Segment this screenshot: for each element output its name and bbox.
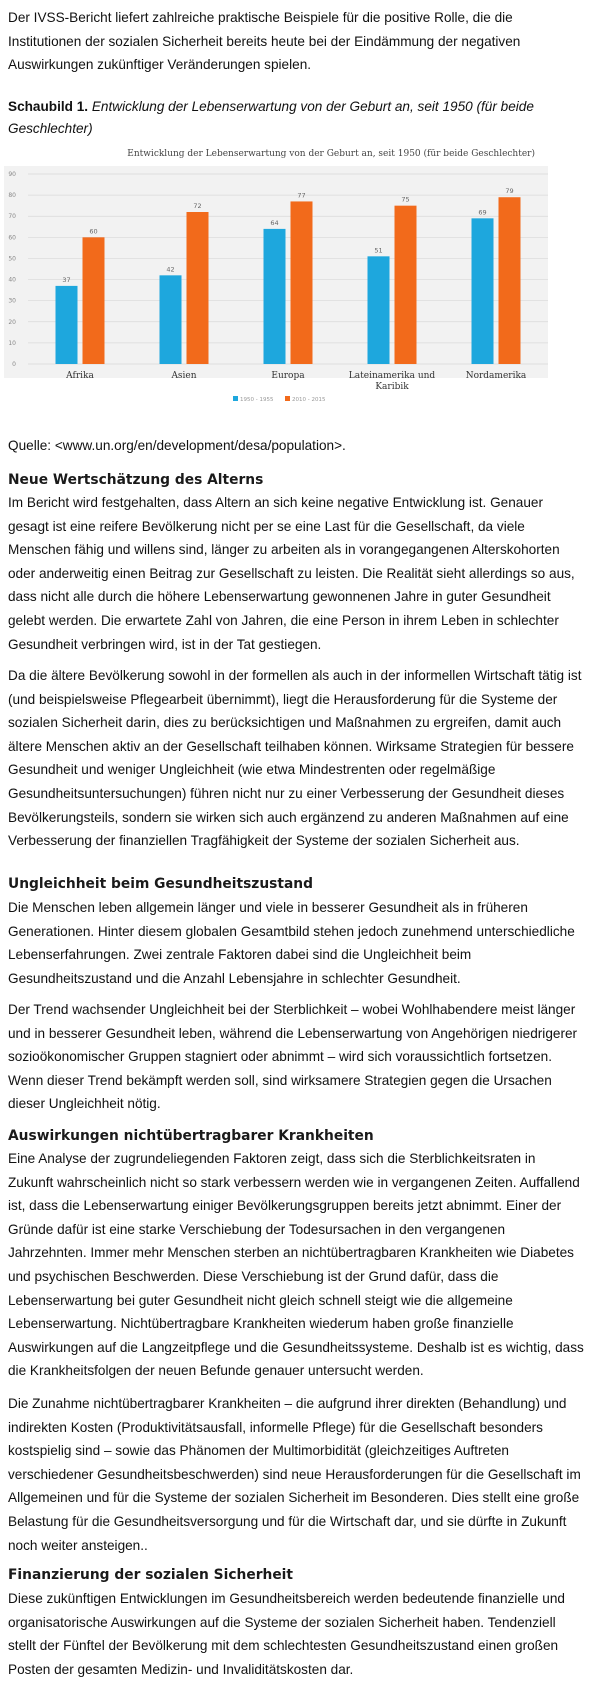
data-label: 72 bbox=[193, 202, 202, 210]
section-heading-financing: Finanzierung der sozialen Sicherheit bbox=[8, 1567, 293, 1583]
figure-caption-text: Entwicklung der Lebenserwartung von der Geburt an, seit 1950 (für beide Geschlechter) bbox=[8, 99, 534, 136]
x-tick-label: Europa bbox=[271, 371, 305, 381]
paragraph-diseases-1: Eine Analyse der zugrundeliegenden Faktoren zeigt, dass sich die Sterblichkeitsraten in Zukunft wahrscheinlich nicht so stark verbessern werden wie in vergangenen Zeiten. Auffallend ist, dass die Lebenserwartung einiger Bevölkerungsgruppen bereits jetzt abnimmt. Einer der Gründe dafür ist eine starke Verschiebung der Todesursachen in den vergangenen Jahrzehnten. Immer mehr Menschen sterben an nichtübertragbaren Krankheiten wie Diabetes und psychischen Beschwerden. Diese Verschiebung ist der Grund dafür, dass die Lebenserwartung bei guter Gesundheit nicht gleich schnell steigt wie die allgemeine Lebenserwartung. Nichtübertragbare Krankheiten wiederum haben große finanzielle Auswirkungen auf die Langzeitpflege und die Gesundheitssysteme. Deshalb ist es wichtig, dass die Krankheitsfolgen der neuen Befunde genauer untersucht werden. bbox=[8, 1151, 584, 1379]
figure-label: Schaubild 1. bbox=[8, 99, 89, 114]
data-label: 69 bbox=[478, 208, 487, 217]
data-label: 42 bbox=[166, 265, 175, 274]
paragraph-inequality-1: Die Menschen leben allgemein länger und viele in besserer Gesundheit als in früheren Generationen. Hinter diesem globalen Gesamtbild stehen jedoch zunehmend unterschiedliche Lebenserfahrungen. Zwei zentrale Faktoren dabei sind die Ungleichheit beim Gesundheitszustand und die Anzahl Lebensjahre in schlechter Gesundheit. bbox=[8, 900, 575, 986]
section-heading-aging: Neue Wertschätzung des Alterns bbox=[8, 472, 264, 488]
data-label: 79 bbox=[505, 187, 514, 196]
x-tick-label: Karibik bbox=[375, 382, 409, 392]
paragraph-inequality-2: Der Trend wachsender Ungleichheit bei der Sterblichkeit – wobei Wohlhabendere meist länger und in besserer Gesundheit leben, während die Lebenserwartung von Angehörigen niedrigerer sozioökonomischer Gruppen stagniert oder abnimmt – wird sich voraussichtlich fortsetzen. Wenn dieser Trend bekämpft werden soll, sind wirksamere Strategien gegen die Ursachen dieser Ungleichheit nötig. bbox=[8, 1002, 578, 1112]
bar bbox=[499, 197, 521, 364]
legend-label: 1950 - 1955 bbox=[240, 397, 274, 403]
bar bbox=[291, 201, 313, 364]
y-tick-label: 50 bbox=[8, 255, 16, 263]
legend-swatch bbox=[285, 396, 290, 401]
legend-swatch bbox=[233, 396, 238, 401]
y-tick-label: 70 bbox=[8, 213, 16, 221]
legend-label: 2010 - 2015 bbox=[292, 397, 326, 403]
x-tick-label: Afrika bbox=[66, 371, 94, 381]
data-label: 75 bbox=[401, 195, 410, 204]
bar bbox=[187, 212, 209, 364]
data-label: 64 bbox=[270, 218, 279, 227]
bar bbox=[472, 218, 494, 364]
life-expectancy-chart bbox=[0, 146, 590, 431]
paragraph-aging-1: Im Bericht wird festgehalten, dass Altern an sich keine negative Entwicklung ist. Genauer gesagt ist eine reifere Bevölkerung nicht per se eine Last für die Gesellschaft, da viele Menschen fähig und willens sind, länger zu arbeiten als in vorangegangenen Alterskohorten oder anderweitig einen Beitrag zur Gesellschaft zu leisten. Die Realität sieht allerdings so aus, dass nicht alle durch die höhere Lebenserwartung gewonnenen Jahre in guter Gesundheit gelebt werden. Die erwartete Zahl von Jahren, die eine Person in ihrem Leben in schlechter Gesundheit verbringen wird, ist in der Tat gestiegen. bbox=[8, 495, 575, 652]
y-tick-label: 80 bbox=[8, 192, 16, 200]
bar bbox=[395, 206, 417, 364]
y-tick-label: 30 bbox=[8, 297, 16, 305]
paragraph-diseases-2: Die Zunahme nichtübertragbarer Krankheiten – die aufgrund ihrer direkten (Behandlung) und indirekten Kosten (Produktivitätsausfall, informelle Pflege) für die Gesellschaft besonders kostspielig sind – sowie das Phänomen der Multimorbidität (gleichzeitiges Auftreten verschiedener Gesundheitsbeschwerden) sind neue Herausforderungen für die Gesellschaft im Allgemeinen und für die Systeme der sozialen Sicherheit im Besonderen. Dies stellt eine große Belastung für die Gesundheitsversorgung und für die Wirtschaft dar, und sie dürfte in Zukunft noch weiter ansteigen.. bbox=[8, 1396, 581, 1553]
bar bbox=[160, 275, 182, 364]
figure-caption bbox=[8, 96, 584, 140]
x-tick-label: Nordamerika bbox=[465, 371, 527, 381]
bar bbox=[264, 229, 286, 364]
data-label: 37 bbox=[62, 275, 71, 284]
y-tick-label: 60 bbox=[8, 234, 16, 242]
y-tick-label: 0 bbox=[12, 361, 16, 368]
intro-paragraph: Der IVSS-Bericht liefert zahlreiche praktische Beispiele für die positive Rolle, die die Institutionen der sozialen Sicherheit bereits heute bei der Eindämmung der negativen Auswirkungen zukünftiger Veränderungen spielen. bbox=[8, 10, 521, 73]
data-label: 77 bbox=[297, 191, 306, 200]
figure-source: Quelle: <www.un.org/en/development/desa/population>. bbox=[8, 438, 346, 453]
paragraph-financing-1: Diese zukünftigen Entwicklungen im Gesundheitsbereich werden bedeutende finanzielle und organisatorische Auswirkungen auf die Systeme der sozialen Sicherheit haben. Tendenziell stellt der Fünftel der Bevölkerung mit dem schlechtesten Gesundheitszustand einen großen Posten der gesamten Medizin- und Invaliditätskosten dar. bbox=[8, 1591, 565, 1677]
x-tick-label: Asien bbox=[171, 371, 197, 381]
data-label: 60 bbox=[89, 227, 98, 236]
chart-canvas bbox=[0, 146, 590, 431]
data-label: 51 bbox=[374, 246, 383, 255]
y-tick-label: 20 bbox=[8, 318, 16, 326]
y-tick-label: 10 bbox=[8, 339, 16, 347]
y-tick-label: 90 bbox=[8, 171, 16, 178]
paragraph-aging-2: Da die ältere Bevölkerung sowohl in der formellen als auch in der informellen Wirtschaft tätig ist (und beispielsweise Pflegearbeit übernimmt), liegt die Herausforderung für die Systeme der sozialen Sicherheit darin, dies zu berücksichtigen und Maßnahmen zu ergreifen, damit auch ältere Menschen aktiv an der Gesellschaft teilhaben können. Wirksame Strategien für bessere Gesundheit und weniger Ungleichheit (wie etwa Mindestrenten oder regelmäßige Gesundheitsuntersuchungen) führen nicht nur zu einer Verbesserung der Gesundheit dieses Bevölkerungsteils, sondern sie wirken sich auch ergänzend zu anderen Maßnahmen auf eine Verbesserung der finanziellen Tragfähigkeit der Systeme der sozialen Sicherheit aus. bbox=[8, 668, 582, 849]
chart-title: Entwicklung der Lebenserwartung von der Geburt an, seit 1950 (für beide Geschlechter) bbox=[127, 149, 535, 159]
y-tick-label: 40 bbox=[8, 276, 16, 284]
section-heading-diseases: Auswirkungen nichtübertragbarer Krankheiten bbox=[8, 1128, 374, 1144]
bar bbox=[56, 286, 78, 364]
bar bbox=[368, 256, 390, 364]
bar bbox=[83, 237, 105, 364]
section-heading-inequality: Ungleichheit beim Gesundheitszustand bbox=[8, 876, 313, 892]
x-tick-label: Lateinamerika und bbox=[348, 371, 436, 381]
